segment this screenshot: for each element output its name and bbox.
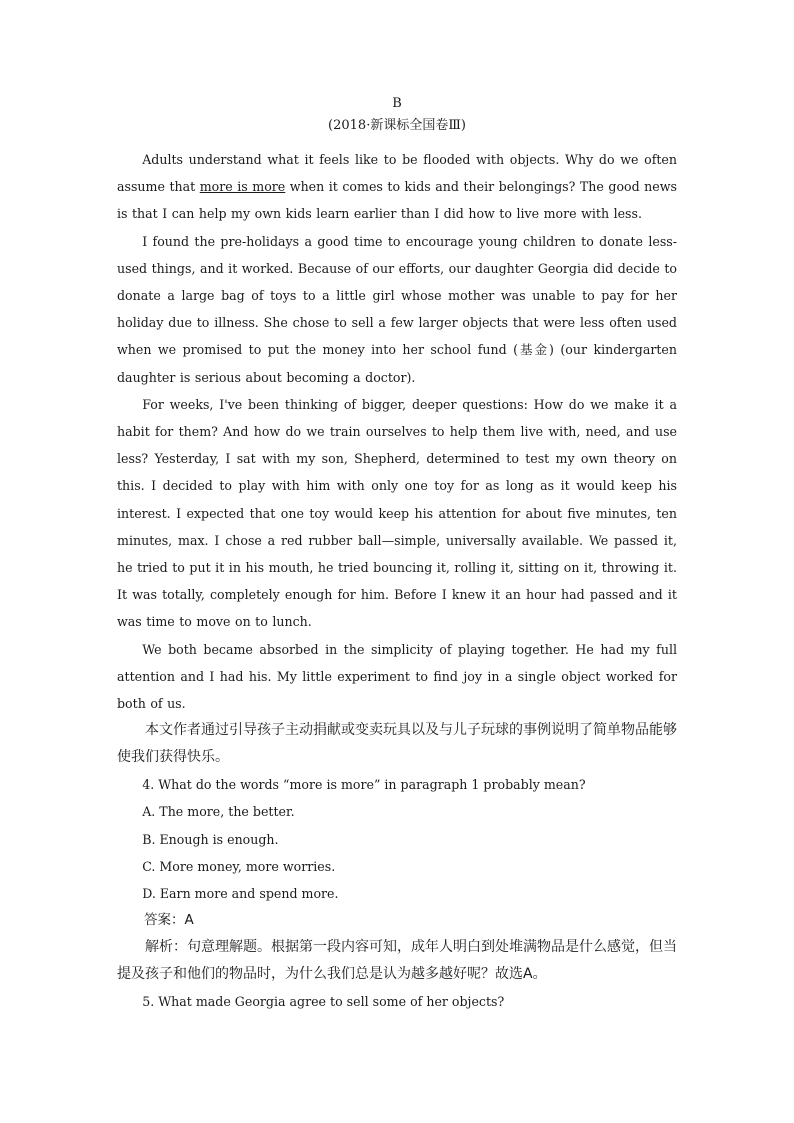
exam-source: (2018·新课标全国卷Ⅲ) xyxy=(328,118,466,133)
section-letter: B xyxy=(392,96,402,111)
passage-paragraph-2: I found the pre-holidays a good time to encourage young children to donate less-used things, and it worked. Because of our efforts, our daughter Georgia did decide to donate a large bag of toys to a little girl whose mother was unable to pay for her holiday due to illness. She chose to sell a few larger objects that were less often used when we promised to put the money into her school fund (基金) (our kindergarten daughter is serious about becoming a doctor). xyxy=(117,233,677,385)
question-4-stem: 4. What do the words “more is more” in paragraph 1 probably mean? xyxy=(142,777,586,793)
question-5-stem: 5. What made Georgia agree to sell some of her objects? xyxy=(142,994,505,1010)
passage-paragraph-4: We both became absorbed in the simplicity of playing together. He had my full attention and I had his. My little experiment to find joy in a single object worked for both of us. xyxy=(117,641,677,712)
document-page xyxy=(117,94,677,1015)
question-4-option-d: D. Earn more and spend more. xyxy=(142,886,339,902)
question-4-option-a: A. The more, the better. xyxy=(142,804,295,820)
underlined-phrase: more is more xyxy=(199,179,286,195)
question-4-option-c: C. More money, more worries. xyxy=(142,858,336,874)
p1-text-before: Adults understand what it feels like to be flooded with objects. Why do we often assume that xyxy=(117,152,677,195)
passage-summary: 本文作者通过引导孩子主动捐献或变卖玩具以及与儿子玩球的事例说明了简单物品能够使我们获得快乐。 xyxy=(117,722,677,766)
p1-text-after: when it comes to kids and their belongings? The good news is that I can help my own kids learn earlier than I did how to live more with less. xyxy=(117,179,677,222)
question-4-analysis: 解析：句意理解题。根据第一段内容可知，成年人明白到处堆满物品是什么感觉，但当提及孩子和他们的物品时，为什么我们总是认为越多越好呢？故选A。 xyxy=(117,939,677,983)
passage-paragraph-1 xyxy=(117,146,677,228)
question-4-option-b: B. Enough is enough. xyxy=(142,831,279,847)
question-4-answer: 答案：A xyxy=(144,912,194,929)
passage-paragraph-3: For weeks, I've been thinking of bigger, deeper questions: How do we make it a habit for them? And how do we train ourselves to help them live with, need, and use less? Yesterday, I sat with my son, Shepherd, determined to test my own theory on this. I decided to play with him with only one toy for as long as it would keep his interest. I expected that one toy would keep his attention for about five minutes, ten minutes, max. I chose a red rubber ball—simple, universally available. We passed it, he tried to put it in his mouth, he tried bouncing it, rolling it, sitting on it, throwing it. It was totally, completely enough for him. Before I knew it an hour had passed and it was time to move on to lunch. xyxy=(117,396,677,630)
